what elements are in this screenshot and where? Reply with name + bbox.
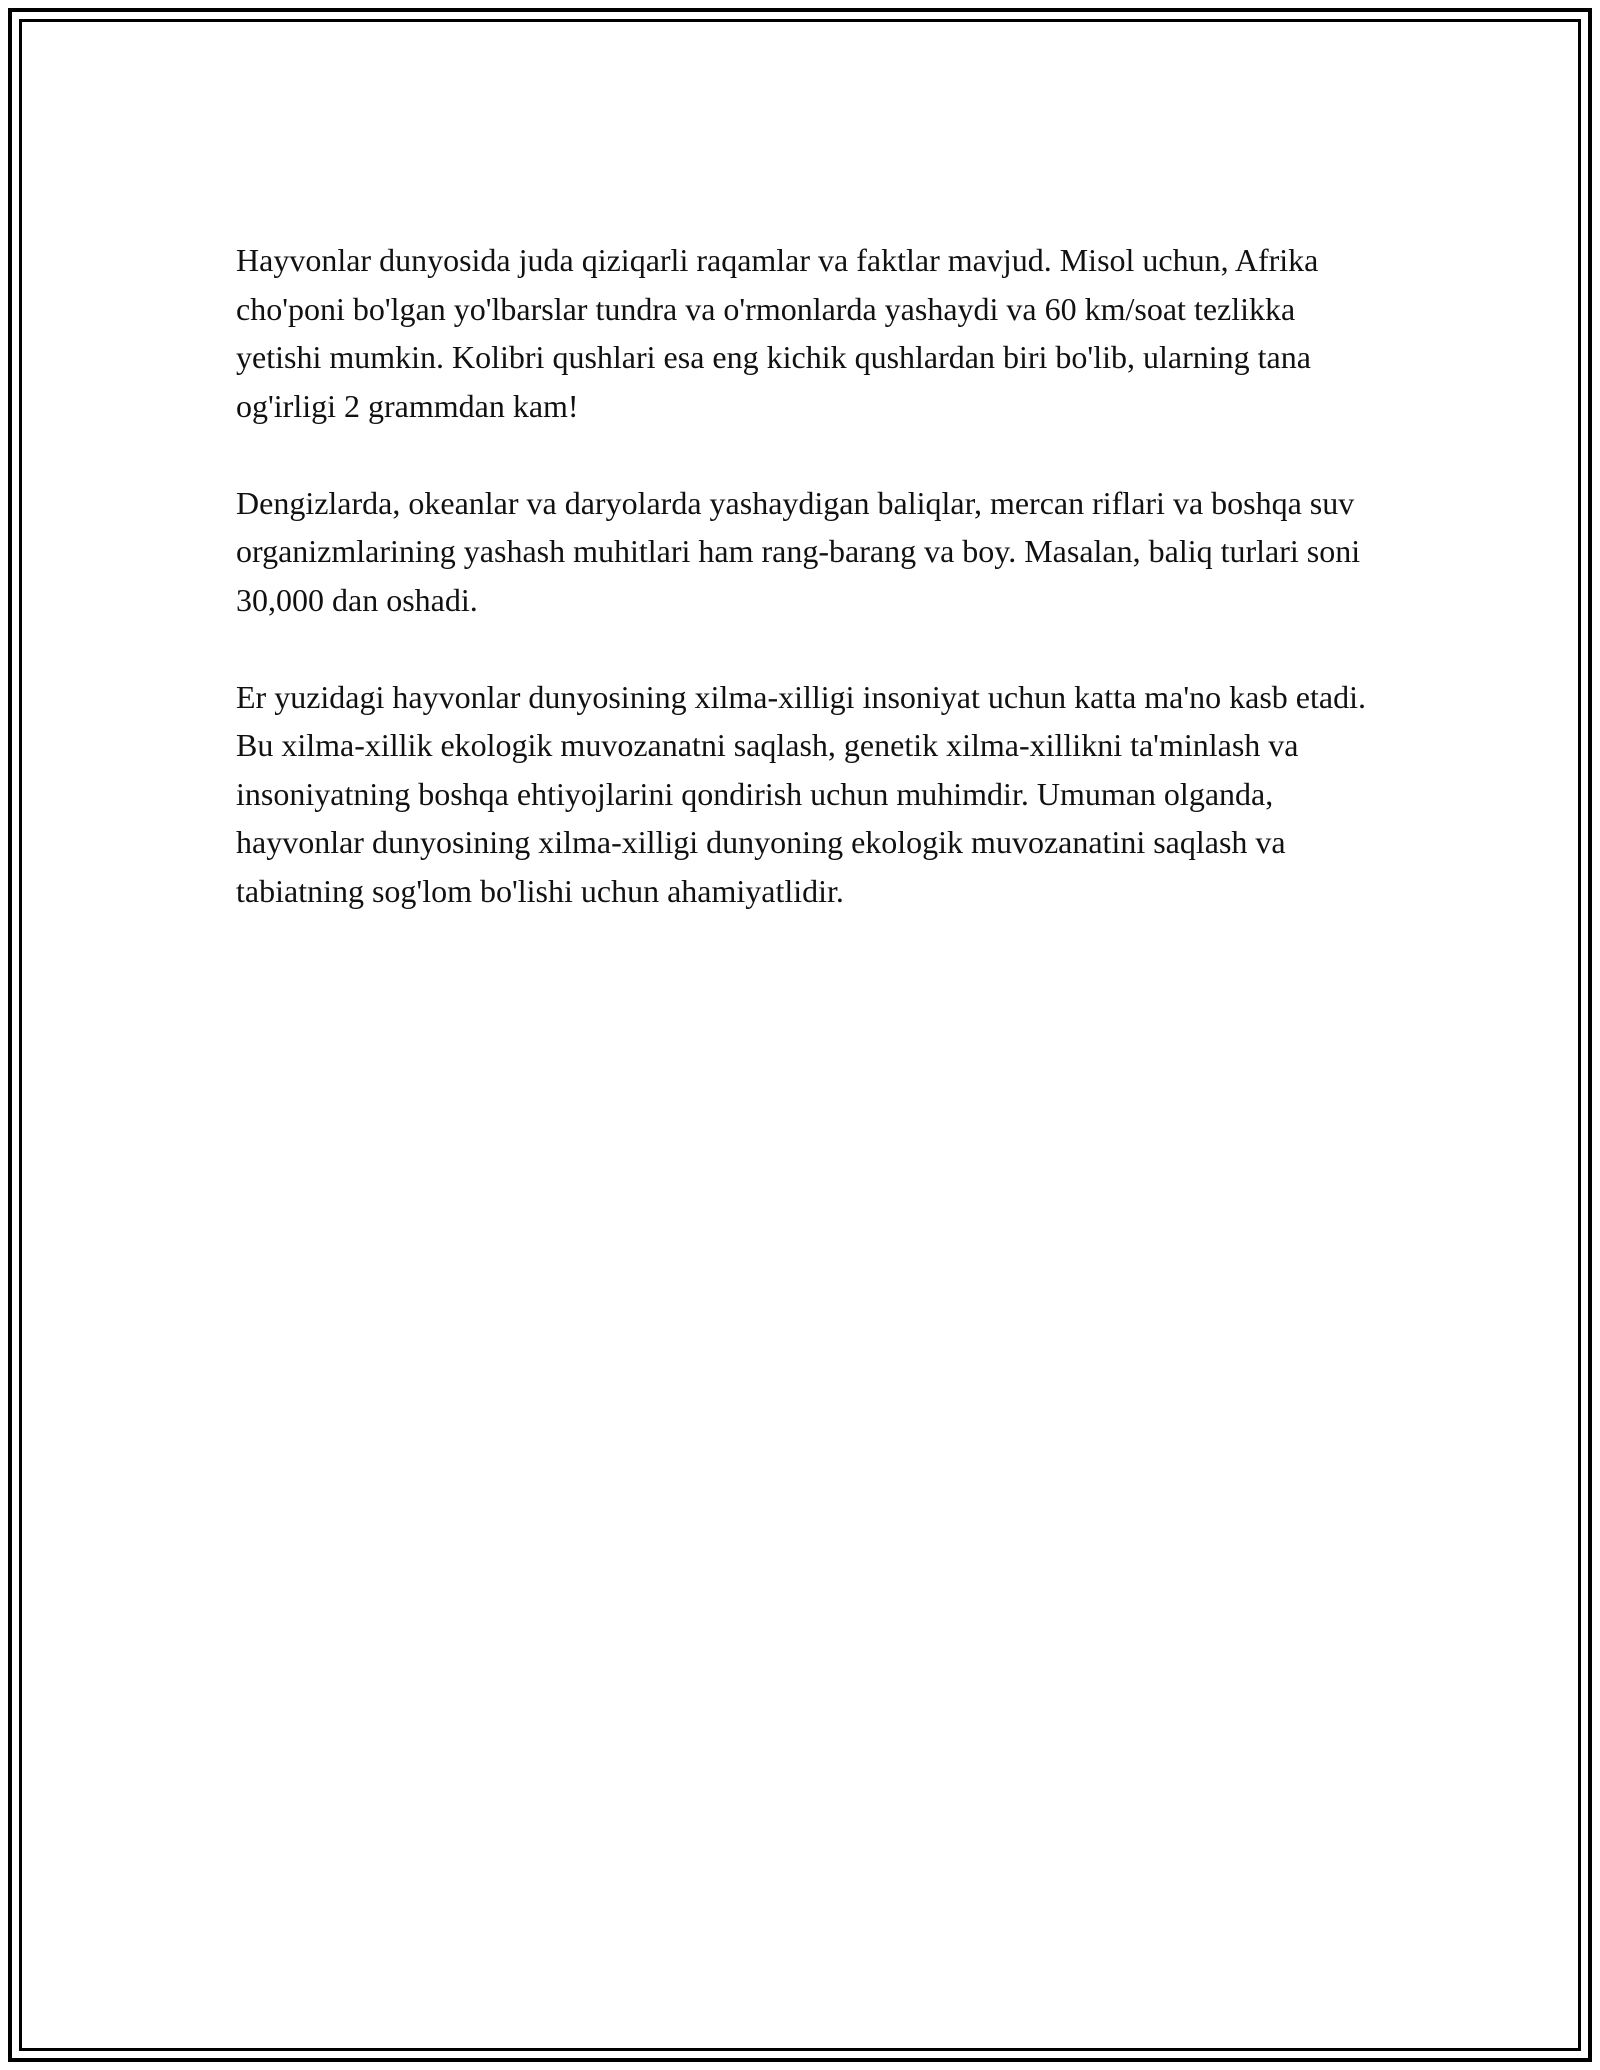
paragraph-3: Er yuzidagi hayvonlar dunyosining xilma-xilligi insoniyat uchun katta ma'no kasb etadi. Bu xilma-xillik ekologik muvozanatni saqlash, genetik xilma-xillikni ta'minlash va insoniyatning boshqa ehtiyojlarini qondirish uchun muhimdir. Umuman olganda, hayvonlar dunyosining xilma-xilligi dunyoning ekologik muvozanatini saqlash va tabiatning sog'lom bo'lishi uchun ahamiyatlidir. xyxy=(236,678,1366,909)
paragraph-2: Dengizlarda, okeanlar va daryolarda yashaydigan baliqlar, mercan riflari va boshqa suv organizmlarining yashash muhitlari ham rang-barang va boy. Masalan, baliq turlari soni 30,000 dan oshadi. xyxy=(236,484,1361,618)
document-body xyxy=(236,236,1372,964)
paragraph-1: Hayvonlar dunyosida juda qiziqarli raqamlar va faktlar mavjud. Misol uchun, Afrika cho'poni bo'lgan yo'lbarslar tundra va o'rmonlarda yashaydi va 60 km/soat tezlikka yetishi mumkin. Kolibri qushlari esa eng kichik qushlardan biri bo'lib, ularning tana og'irligi 2 grammdan kam! xyxy=(236,242,1319,424)
